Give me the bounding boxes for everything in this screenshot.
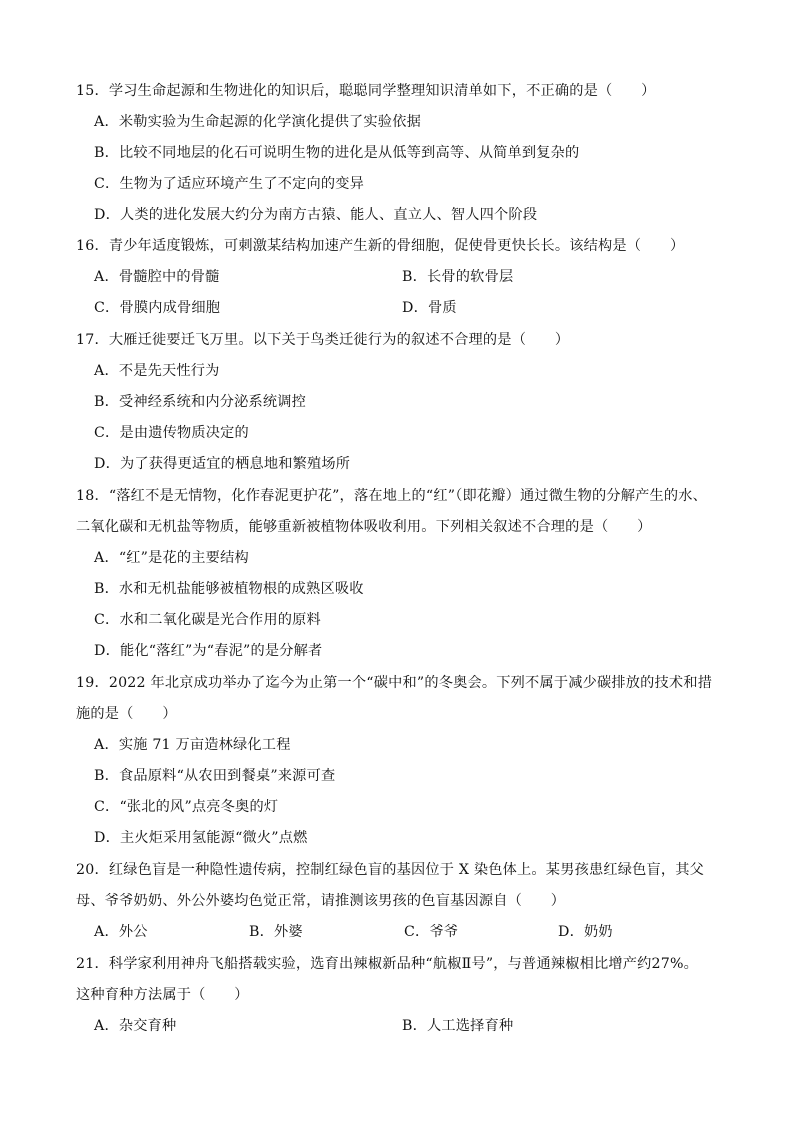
question-15-option-d: D．人类的进化发展大约分为南方古猿、能人、直立人、智人四个阶段: [94, 207, 538, 223]
question-18-option-b: B．水和无机盐能够被植物根的成熟区吸收: [94, 581, 364, 597]
question-19-option-b: B．食品原料“从农田到餐桌”来源可查: [94, 768, 336, 784]
question-21-option-a: A．杂交育种: [94, 1018, 177, 1034]
question-20-option-a: A．外公: [94, 924, 148, 940]
question-21-stem-line-1: 21．科学家利用神舟飞船搭载实验，选育出辣椒新品种“航椒Ⅱ号”，与普通辣椒相比增产约27%。: [76, 956, 699, 972]
question-15-option-a: A．米勒实验为生命起源的化学演化提供了实验依据: [94, 114, 421, 130]
question-15-option-b: B．比较不同地层的化石可说明生物的进化是从低等到高等、从简单到复杂的: [94, 145, 580, 161]
question-21-option-b: B．人工选择育种: [402, 1018, 514, 1034]
question-16-stem: 16．青少年适度锻炼，可刺激某结构加速产生新的骨细胞，促使骨更快长长。该结构是（ ）: [76, 238, 685, 254]
question-20-stem-line-2: 母、爷爷奶奶、外公外婆均色觉正常，请推测该男孩的色盲基因源自（ ）: [76, 893, 566, 909]
question-17-option-a: A．不是先天性行为: [94, 363, 220, 379]
question-16-option-a: A．骨髓腔中的骨髓: [94, 269, 220, 285]
question-18-stem-line-1: 18．“落红不是无情物，化作春泥更护花”，落在地上的“红”（即花瓣）通过微生物的分解产生的水、: [76, 488, 708, 504]
question-19-stem-line-2: 施的是（ ）: [76, 706, 177, 722]
question-18-option-c: C．水和二氧化碳是光合作用的原料: [94, 612, 321, 628]
question-18-option-d: D．能化“落红”为“春泥”的是分解者: [94, 643, 323, 659]
question-19-stem-line-1: 19．2022 年北京成功举办了迄今为止第一个“碳中和”的冬奥会。下列不属于减少碳排放的技术和措: [76, 675, 713, 691]
question-21-stem-line-2: 这种育种方法属于（ ）: [76, 987, 249, 1003]
question-19-option-a: A．实施 71 万亩造林绿化工程: [94, 737, 291, 753]
question-17-option-d: D．为了获得更适宜的栖息地和繁殖场所: [94, 456, 351, 472]
question-19-option-c: C．“张北的风”点亮冬奥的灯: [94, 799, 279, 815]
question-20-option-d: D．奶奶: [558, 924, 613, 940]
question-20-option-c: C．爷爷: [404, 924, 459, 940]
question-18-option-a: A．“红”是花的主要结构: [94, 550, 249, 566]
question-17-option-b: B．受神经系统和内分泌系统调控: [94, 394, 307, 410]
question-17-stem: 17．大雁迁徙要迁飞万里。以下关于鸟类迁徙行为的叙述不合理的是（ ）: [76, 332, 570, 348]
question-19-option-d: D．主火炬采用氢能源“微火”点燃: [94, 830, 308, 846]
question-20-stem-line-1: 20．红绿色盲是一种隐性遗传病，控制红绿色盲的基因位于 X 染色体上。某男孩患红绿色盲，其父: [76, 862, 705, 878]
question-20-option-b: B．外婆: [249, 924, 303, 940]
question-15-option-c: C．生物为了适应环境产生了不定向的变异: [94, 176, 365, 192]
question-16-option-c: C．骨膜内成骨细胞: [94, 300, 221, 316]
question-16-option-b: B．长骨的软骨层: [402, 269, 514, 285]
question-17-option-c: C．是由遗传物质决定的: [94, 425, 249, 441]
question-16-option-d: D．骨质: [402, 300, 457, 316]
question-15-stem: 15．学习生命起源和生物进化的知识后，聪聪同学整理知识清单如下，不正确的是（ ）: [76, 83, 656, 99]
question-18-stem-line-2: 二氧化碳和无机盐等物质，能够重新被植物体吸收利用。下列相关叙述不合理的是（ ）: [76, 519, 652, 535]
